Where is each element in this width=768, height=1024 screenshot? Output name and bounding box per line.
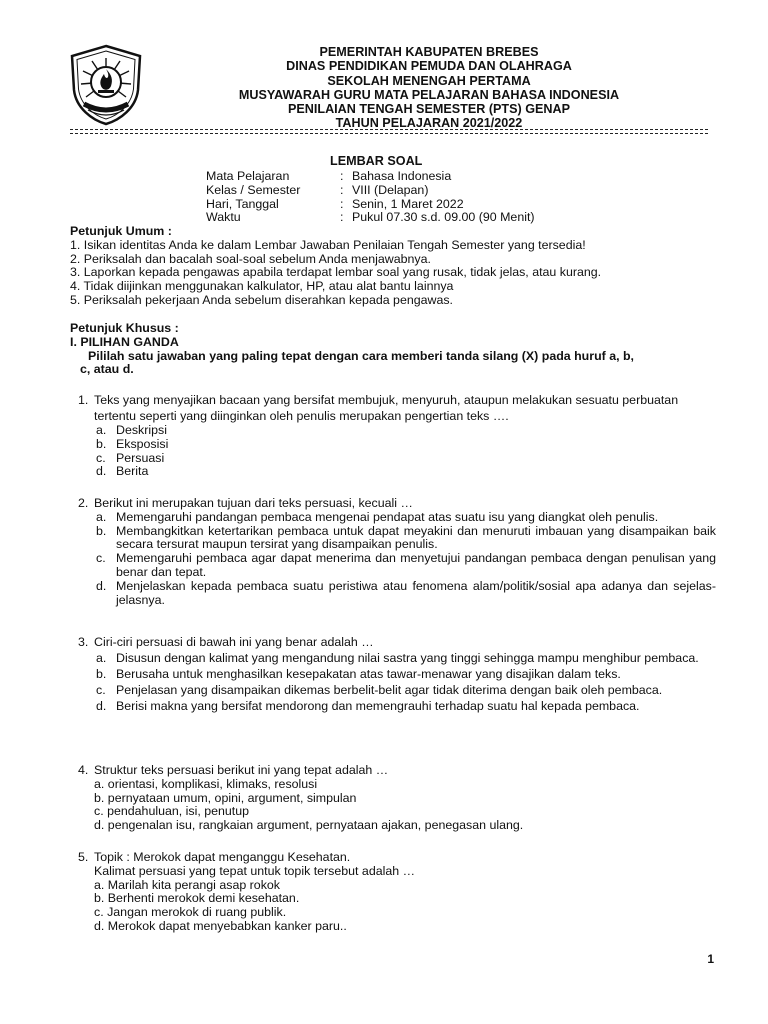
option-text: Jangan merokok di ruang publik. [107, 905, 287, 920]
option-letter: b. [96, 523, 107, 538]
option-letter: d. [96, 578, 107, 593]
question-stem: Teks yang menyajikan bacaan yang bersifat membujuk, menyuruh, ataupun melakukan sesuatu perbuatan tertentu seperti yang diinginkan oleh penulis merupakan pengertian teks …. [94, 393, 679, 423]
option-text: pernyataan umum, opini, argument, simpulan [107, 790, 357, 805]
question-number: 1. [78, 393, 89, 407]
info-sep: : [340, 169, 344, 183]
option-text: Memengaruhi pandangan pembaca mengenai pendapat atas suatu isu yang diangkat oleh penulis. [116, 509, 659, 524]
option-letter: c. [94, 804, 104, 819]
question-number: 2. [78, 496, 89, 510]
header-line: SEKOLAH MENENGAH PERTAMA [327, 73, 531, 88]
option-letter: c. [96, 450, 106, 465]
header-line: PEMERINTAH KABUPATEN BREBES [319, 45, 539, 59]
info-label: Mata Pelajaran [206, 169, 290, 183]
general-item: 2. Periksalah dan bacalah soal-soal sebelum Anda menjawabnya. [70, 251, 431, 266]
option-text: Marilah kita perangi asap rokok [107, 877, 280, 892]
option-text: orientasi, komplikasi, klimaks, resolusi [107, 776, 318, 791]
option-letter: a. [94, 877, 105, 892]
letterhead [150, 45, 708, 131]
option [96, 552, 716, 580]
option [96, 698, 716, 714]
info-value: Bahasa Indonesia [352, 169, 452, 183]
option [94, 920, 716, 934]
general-item: 4. Tidak diijinkan menggunakan kalkulator, HP, atau alat bantu lainnya [70, 279, 454, 294]
option-letter: b. [94, 891, 105, 906]
option-text: Memengaruhi pembaca agar dapat menerima dan menyetujui pandangan pembaca dengan penulisan yang benar dan tepat. [116, 551, 716, 579]
option-letter: d. [94, 918, 105, 933]
option [96, 452, 716, 466]
option-letter: a. [96, 423, 107, 437]
option [96, 465, 716, 479]
option-text: Persuasi [116, 450, 165, 465]
option [94, 805, 716, 819]
special-instructions [70, 322, 708, 377]
option-text: Penjelasan yang disampaikan dikemas berbelit-belit agar tidak diterima dengan baik oleh pembaca. [116, 683, 663, 697]
general-instructions [70, 225, 708, 308]
question-4 [78, 764, 716, 833]
info-value: Senin, 1 Maret 2022 [352, 196, 464, 211]
question-3 [78, 634, 716, 714]
instruction-line: c, atau d. [80, 362, 134, 377]
option-text: Berhenti merokok demi kesehatan. [107, 891, 300, 906]
question-number: 3. [78, 635, 89, 649]
instruction-line: Pililah satu jawaban yang paling tepat dengan cara memberi tanda silang (X) pada huruf a, b, [88, 348, 634, 363]
option [96, 511, 716, 525]
question-stem: Berikut ini merupakan tujuan dari teks persuasi, kecuali … [94, 496, 413, 510]
info-label: Kelas / Semester [206, 182, 301, 197]
question-1-options [78, 424, 716, 479]
info-value: Pukul 07.30 s.d. 09.00 (90 Menit) [352, 210, 535, 225]
sheet-title: LEMBAR SOAL [330, 154, 423, 168]
option-text: Merokok dapat menyebabkan kanker paru.. [107, 918, 347, 933]
option [96, 666, 716, 682]
option-letter: a. [94, 776, 105, 791]
header-line: DINAS PENDIDIKAN PEMUDA DAN OLAHRAGA [286, 59, 572, 74]
option-letter: d. [94, 818, 105, 833]
special-title: Petunjuk Khusus : [70, 321, 179, 335]
info-row [206, 170, 535, 184]
option-text: Membangkitkan ketertarikan pembaca untuk dapat meyakini dan menuruti imbauan yang disampaikan baik secara tersurat maupun tersirat yang disampaikan penulis. [116, 523, 716, 552]
option [96, 424, 716, 438]
option-text: Berita [116, 464, 149, 479]
double-divider [70, 127, 708, 137]
option-letter: c. [96, 551, 106, 566]
option-text: Berusaha untuk menghasilkan kesepakatan atas tawar-menawar yang disajikan dalam teks. [116, 667, 621, 681]
option-text: Berisi makna yang bersifat mendorong dan memengrauhi terhadap suatu hal kepada pembaca. [116, 699, 640, 713]
option [94, 819, 716, 833]
option-letter: c. [96, 683, 106, 697]
header-line: TAHUN PELAJARAN 2021/2022 [335, 116, 523, 131]
option-letter: d. [96, 699, 107, 713]
option [96, 650, 716, 666]
question-number: 4. [78, 763, 89, 777]
info-row [206, 198, 535, 212]
regency-emblem-icon [68, 44, 144, 126]
option [94, 906, 716, 920]
question-stem: Ciri-ciri persuasi di bawah ini yang benar adalah … [94, 635, 374, 649]
question-5 [78, 851, 716, 934]
info-row [206, 211, 535, 225]
option-letter: b. [96, 436, 107, 451]
option-text: Menjelaskan kepada pembaca suatu peristiwa atau fenomena alam/politik/sosial apa adanya dan sejelas-jelasnya. [116, 578, 716, 607]
info-value: VIII (Delapan) [352, 182, 429, 197]
option [94, 892, 716, 906]
exam-info [206, 170, 535, 225]
option-letter: d. [96, 464, 107, 479]
option-letter: a. [96, 509, 107, 524]
header-line: MUSYAWARAH GURU MATA PELAJARAN BAHASA INDONESIA [238, 87, 620, 102]
general-title: Petunjuk Umum : [70, 224, 172, 238]
info-sep: : [340, 210, 344, 225]
section-title: I. PILIHAN GANDA [70, 334, 179, 349]
general-item: 5. Periksalah pekerjaan Anda sebelum diserahkan kepada pengawas. [70, 292, 453, 307]
option-letter: c. [94, 905, 104, 920]
question-stem-line2: Kalimat persuasi yang tepat untuk topik tersebut adalah … [94, 863, 415, 878]
info-label: Waktu [206, 210, 241, 225]
page-number: 1 [707, 952, 714, 967]
info-sep: : [340, 182, 344, 197]
info-row [206, 184, 535, 198]
option-text: Deskripsi [116, 423, 167, 437]
option [96, 525, 716, 553]
option-letter: b. [94, 790, 105, 805]
question-1 [78, 392, 716, 424]
option [96, 438, 716, 452]
question-stem: Topik : Merokok dapat menganggu Kesehatan. [94, 850, 351, 864]
option-text: Eksposisi [116, 436, 169, 451]
option [96, 682, 716, 698]
option [94, 792, 716, 806]
option-text: pengenalan isu, rangkaian argument, pernyataan ajakan, penegasan ulang. [107, 818, 524, 833]
option [94, 778, 716, 792]
question-2 [78, 497, 716, 607]
info-sep: : [340, 196, 344, 211]
question-number: 5. [78, 850, 89, 864]
option [94, 879, 716, 893]
info-label: Hari, Tanggal [206, 196, 279, 211]
option-text: Disusun dengan kalimat yang mengandung nilai sastra yang tinggi sehingga mampu menghibur pembaca. [116, 651, 699, 665]
option-text: pendahuluan, isi, penutup [107, 804, 250, 819]
option-letter: a. [96, 651, 107, 665]
question-stem: Struktur teks persuasi berikut ini yang tepat adalah … [94, 763, 389, 777]
option-letter: b. [96, 667, 107, 681]
header-line: PENILAIAN TENGAH SEMESTER (PTS) GENAP [288, 102, 570, 117]
general-item: 3. Laporkan kepada pengawas apabila terdapat lembar soal yang rusak, tidak jelas, atau kurang. [70, 265, 602, 280]
option [96, 580, 716, 608]
general-item: 1. Isikan identitas Anda ke dalam Lembar Jawaban Penilaian Tengah Semester yang tersedia! [70, 237, 586, 252]
